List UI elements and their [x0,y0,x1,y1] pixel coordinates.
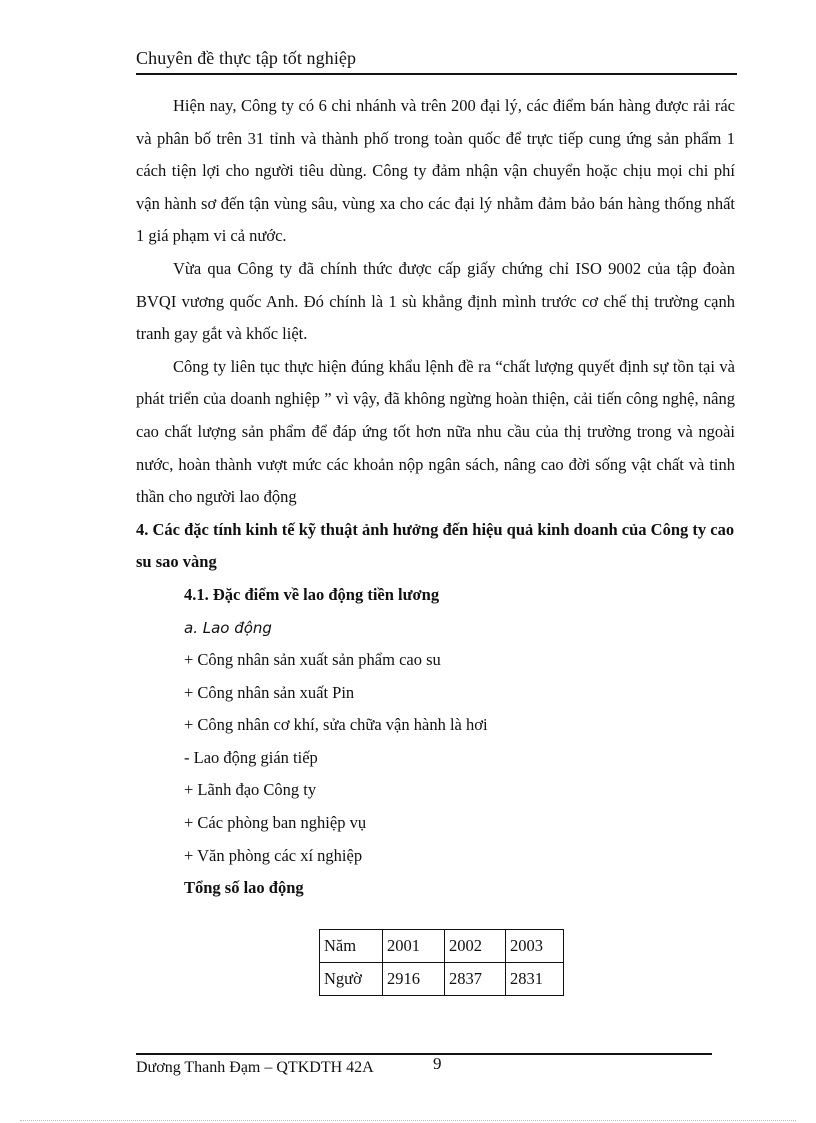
list-item: + Công nhân cơ khí, sửa chữa vận hành là hơi [184,715,488,735]
labor-table [319,929,564,996]
table-cell: 2002 [445,930,506,963]
item-a-labor: a. Lao động [184,618,272,637]
table-cell: Ngườ [320,963,383,996]
list-item: - Lao động gián tiếp [184,747,318,767]
page-number: 9 [433,1054,442,1073]
subsection-heading: 4.1. Đặc điểm về lao động tiền lương [184,584,440,604]
list-item: + Lãnh đạo Công ty [184,780,317,800]
list-item: + Các phòng ban nghiệp vụ [184,813,367,833]
paragraph-quality: Công ty liên tục thực hiện đúng khẩu lệnh đề ra “chất lượng quyết định sự tồn tại và phát triển của doanh nghiệp ” vì vậy, đã không ngừng hoàn thiện, cải tiến công nghệ, nâng cao chất lượng sản phẩm để đáp ứng tốt hơn nữa nhu cầu của thị trường trong và ngoài nước, hoàn thành vượt mức các khoản nộp ngân sách, nâng cao đời sống vật chất và tinh thần cho người lao động [136,356,735,507]
list-item: + Công nhân sản xuất Pin [184,682,355,702]
table-row [320,930,564,963]
page-bottom-border [20,1120,796,1121]
document-body [136,90,735,905]
table-row [320,963,564,996]
paragraph-branches: Hiện nay, Công ty có 6 chi nhánh và trên 200 đại lý, các điểm bán hàng được rải rác và phân bố trên 31 tỉnh và thành phố trong toàn quốc để trực tiếp cung ứng sản phẩm 1 cách tiện lợi cho người tiêu dùng. Công ty đảm nhận vận chuyển hoặc chịu mọi chi phí vận hành sơ đến tận vùng sâu, vùng xa cho các đại lý nhằm đảm bảo bán hàng thống nhất 1 giá phạm vi cả nước. [136,96,735,246]
table-cell: 2831 [506,963,564,996]
table-cell: 2837 [445,963,506,996]
table-cell: 2001 [383,930,445,963]
total-labor-label: Tổng số lao động [184,878,304,898]
table-cell: 2003 [506,930,564,963]
list-item: + Văn phòng các xí nghiệp [184,845,363,865]
paragraph-iso: Vừa qua Công ty đã chính thức được cấp giấy chứng chỉ ISO 9002 của tập đoàn BVQI vương quốc Anh. Đó chính là 1 sù khẳng định mình trước cơ chế thị trường cạnh tranh gay gắt và khốc liệt. [136,258,735,344]
footer-divider [136,1053,712,1055]
header-title: Chuyên đề thực tập tốt nghiệp [136,48,357,68]
footer-author: Dương Thanh Đạm – QTKDTH 42A [136,1059,374,1076]
table-cell: 2916 [383,963,445,996]
section-heading: 4. Các đặc tính kinh tế kỹ thuật ảnh hưởng đến hiệu quả kinh doanh của Công ty cao su sao vàng [136,519,735,572]
list-item: + Công nhân sản xuất sản phẩm cao su [184,650,441,670]
page-header [136,44,737,75]
table-cell: Năm [320,930,383,963]
